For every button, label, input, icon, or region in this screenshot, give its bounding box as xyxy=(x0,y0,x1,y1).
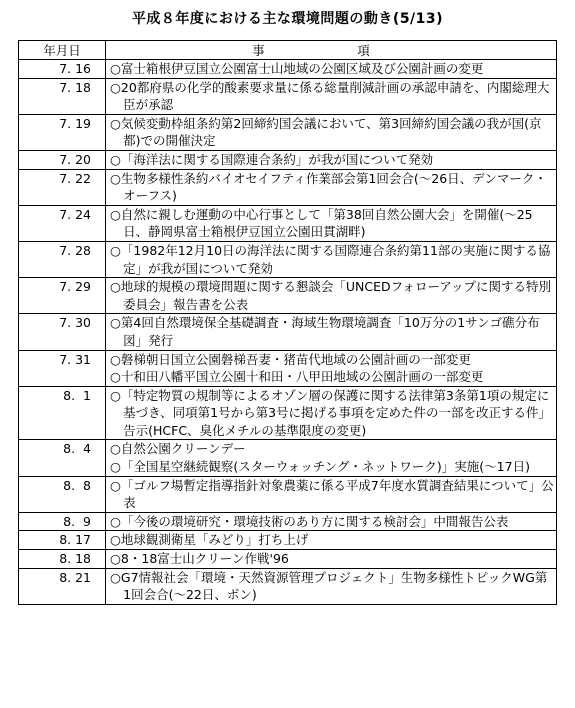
table-row xyxy=(19,278,557,314)
event-entry: ○磐梯朝日国立公園磐梯吾妻・猪苗代地域の公園計画の一部変更 xyxy=(110,351,471,367)
table-row xyxy=(19,314,557,350)
event-date: 8. 4 xyxy=(19,440,106,476)
table-row xyxy=(19,550,557,569)
table-row xyxy=(19,568,557,604)
event-items xyxy=(106,205,557,241)
table-header-row xyxy=(19,41,557,60)
event-entry: ○自然公園クリーンデー xyxy=(110,441,246,457)
event-date: 8. 17 xyxy=(19,531,106,550)
table-row xyxy=(19,241,557,277)
event-entry: ○「全国星空継続観察(スターウォッチング・ネットワーク)」実施(～17日) xyxy=(110,459,530,475)
event-entry: ○8・18富士山クリーン作戦'96 xyxy=(110,551,289,567)
event-items xyxy=(106,114,557,150)
event-date: 7. 18 xyxy=(19,78,106,114)
table-row xyxy=(19,150,557,169)
event-items xyxy=(106,512,557,531)
event-date: 8. 18 xyxy=(19,550,106,569)
event-entry: ○G7情報社会「環境・天然資源管理プロジェクト」生物多様性トピックWG第1回会合(～22日、ボン) xyxy=(110,569,548,603)
event-entry: ○20都府県の化学的酸素要求量に係る総量削減計画の承認申請を、内閣総理大臣が承認 xyxy=(110,79,550,113)
environment-events-table xyxy=(18,40,557,605)
event-items xyxy=(106,169,557,205)
event-entry: ○「今後の環境研究・環境技術のあり方に関する検討会」中間報告公表 xyxy=(110,513,509,529)
table-row xyxy=(19,512,557,531)
event-items xyxy=(106,241,557,277)
event-items xyxy=(106,278,557,314)
event-date: 7. 16 xyxy=(19,60,106,79)
event-date: 7. 24 xyxy=(19,205,106,241)
event-items xyxy=(106,350,557,386)
event-date: 8. 1 xyxy=(19,386,106,440)
event-entry: ○「特定物質の規制等によるオゾン層の保護に関する法律第3条第1項の規定に基づき、同項第1号から第3号に掲げる事項を定めた件の一部を改正する件」告示(HCFC、臭化メチルの基準限度の変更) xyxy=(110,387,552,438)
event-date: 8. 21 xyxy=(19,568,106,604)
event-entry: ○生物多様性条約バイオセイフティ作業部会第1回会合(～26日、デンマーク・オーフス) xyxy=(110,170,547,204)
event-entry: ○気候変動枠組条約第2回締約国会議において、第3回締約国会議の我が国(京都)での開催決定 xyxy=(110,115,542,149)
table-row xyxy=(19,60,557,79)
table-row xyxy=(19,78,557,114)
date-column-header: 年月日 xyxy=(19,41,106,60)
event-entry: ○十和田八幡平国立公園十和田・八甲田地域の公園計画の一部変更 xyxy=(110,369,484,385)
event-items xyxy=(106,550,557,569)
event-items xyxy=(106,78,557,114)
event-items xyxy=(106,150,557,169)
event-items xyxy=(106,440,557,476)
table-row xyxy=(19,169,557,205)
event-entry: ○地球観測衛星「みどり」打ち上げ xyxy=(110,532,309,548)
event-date: 8. 9 xyxy=(19,512,106,531)
page-title: 平成８年度における主な環境問題の動き(5/13) xyxy=(131,11,444,27)
event-items xyxy=(106,476,557,512)
event-entry: ○自然に親しむ運動の中心行事として「第38回自然公園大会」を開催(～25日、静岡県富士箱根伊豆国立公園田貫湖畔) xyxy=(110,206,533,240)
table-row xyxy=(19,386,557,440)
event-date: 7. 31 xyxy=(19,350,106,386)
event-date: 7. 28 xyxy=(19,241,106,277)
event-items xyxy=(106,531,557,550)
event-date: 7. 30 xyxy=(19,314,106,350)
table-row xyxy=(19,114,557,150)
event-entry: ○地球的規模の環境問題に関する懇談会「UNCEDフォローアップに関する特別委員会」報告書を公表 xyxy=(110,279,552,312)
event-items xyxy=(106,60,557,79)
event-items xyxy=(106,568,557,604)
event-date: 7. 29 xyxy=(19,278,106,314)
table-row xyxy=(19,205,557,241)
table-row xyxy=(19,350,557,386)
event-date: 7. 22 xyxy=(19,169,106,205)
table-row xyxy=(19,476,557,512)
event-date: 7. 19 xyxy=(19,114,106,150)
event-date: 8. 8 xyxy=(19,476,106,512)
table-row xyxy=(19,531,557,550)
items-column-header: 事 項 xyxy=(106,41,557,60)
event-date: 7. 20 xyxy=(19,150,106,169)
event-items xyxy=(106,314,557,350)
event-items xyxy=(106,386,557,440)
event-entry: ○「ゴルフ場暫定指導指針対象農薬に係る平成7年度水質調査結果について」公表 xyxy=(110,477,554,511)
event-entry: ○第4回自然環境保全基礎調査・海域生物環境調査「10万分の1サンゴ礁分布図」発行 xyxy=(110,315,540,348)
table-row xyxy=(19,440,557,476)
event-entry: ○「海洋法に関する国際連合条約」が我が国について発効 xyxy=(110,151,434,167)
event-entry: ○「1982年12月10日の海洋法に関する国際連合条約第11部の実施に関する協定」が我が国について発効 xyxy=(110,242,551,276)
event-entry: ○富士箱根伊豆国立公園富士山地域の公園区域及び公園計画の変更 xyxy=(110,61,484,76)
